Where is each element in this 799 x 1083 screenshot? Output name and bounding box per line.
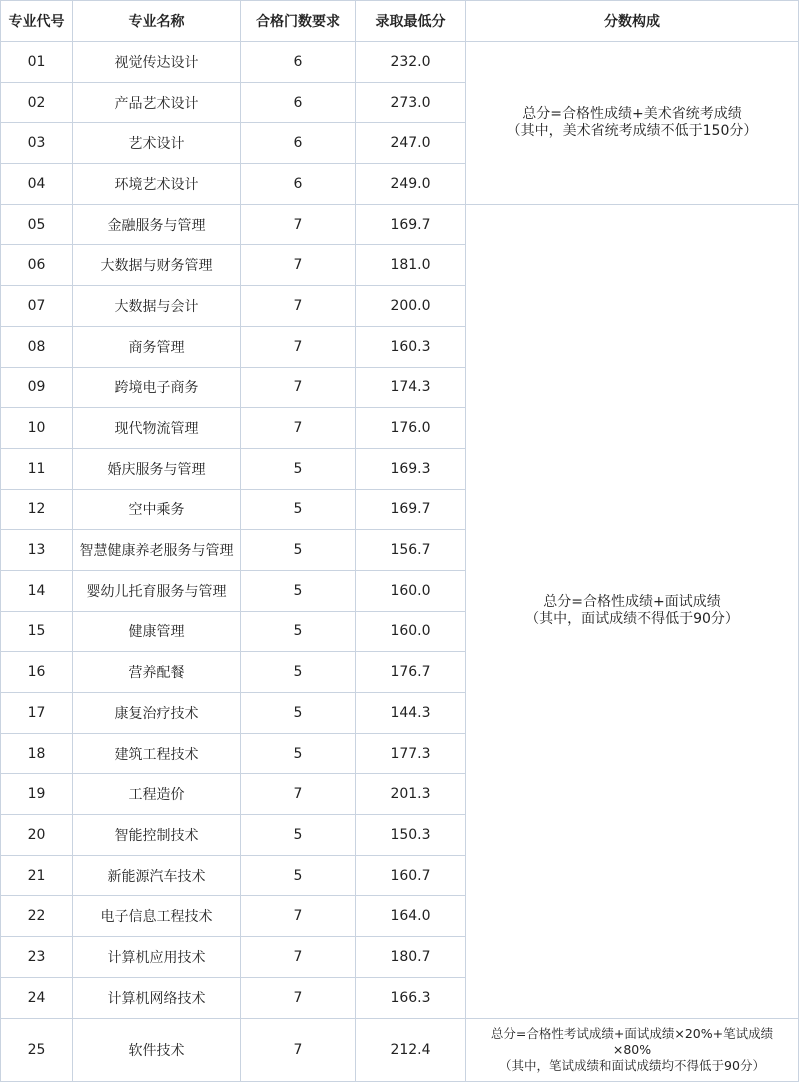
min-score: 201.3	[356, 774, 466, 815]
major-name: 大数据与会计	[73, 286, 241, 327]
composition-interview-line2: （其中，面试成绩不得低于90分）	[525, 611, 739, 628]
major-code: 22	[1, 896, 73, 937]
major-code: 01	[1, 42, 73, 83]
pass-requirement: 7	[241, 326, 356, 367]
table-row	[1, 204, 799, 245]
composition-written-line2: ×80%	[612, 1041, 652, 1057]
major-code: 11	[1, 448, 73, 489]
pass-requirement: 5	[241, 733, 356, 774]
table-row	[1, 1018, 799, 1081]
min-score: 176.0	[356, 408, 466, 449]
major-name: 婚庆服务与管理	[73, 448, 241, 489]
major-name: 金融服务与管理	[73, 204, 241, 245]
major-code: 23	[1, 937, 73, 978]
major-name: 智能控制技术	[73, 815, 241, 856]
major-name: 计算机应用技术	[73, 937, 241, 978]
min-score: 160.7	[356, 855, 466, 896]
major-name: 健康管理	[73, 611, 241, 652]
min-score: 232.0	[356, 42, 466, 83]
major-name: 工程造价	[73, 774, 241, 815]
header-major-code: 专业代号	[1, 1, 73, 42]
min-score: 200.0	[356, 286, 466, 327]
header-pass-requirement: 合格门数要求	[241, 1, 356, 42]
pass-requirement: 5	[241, 855, 356, 896]
major-code: 04	[1, 164, 73, 205]
min-score: 156.7	[356, 530, 466, 571]
major-name: 商务管理	[73, 326, 241, 367]
major-code: 13	[1, 530, 73, 571]
pass-requirement: 6	[241, 164, 356, 205]
major-name: 视觉传达设计	[73, 42, 241, 83]
table-header-row	[1, 1, 799, 42]
major-code: 16	[1, 652, 73, 693]
major-code: 14	[1, 570, 73, 611]
major-name: 智慧健康养老服务与管理	[73, 530, 241, 571]
table-row	[1, 42, 799, 83]
header-major-name: 专业名称	[73, 1, 241, 42]
pass-requirement: 5	[241, 652, 356, 693]
min-score: 164.0	[356, 896, 466, 937]
major-name: 艺术设计	[73, 123, 241, 164]
min-score: 180.7	[356, 937, 466, 978]
major-code: 18	[1, 733, 73, 774]
major-code: 08	[1, 326, 73, 367]
pass-requirement: 7	[241, 408, 356, 449]
major-name: 建筑工程技术	[73, 733, 241, 774]
major-name: 计算机网络技术	[73, 977, 241, 1018]
major-code: 02	[1, 82, 73, 123]
major-code: 15	[1, 611, 73, 652]
min-score: 160.0	[356, 611, 466, 652]
min-score: 150.3	[356, 815, 466, 856]
major-name: 新能源汽车技术	[73, 855, 241, 896]
major-name: 婴幼儿托育服务与管理	[73, 570, 241, 611]
pass-requirement: 5	[241, 489, 356, 530]
min-score: 169.7	[356, 204, 466, 245]
min-score: 160.3	[356, 326, 466, 367]
major-code: 06	[1, 245, 73, 286]
major-name: 电子信息工程技术	[73, 896, 241, 937]
major-code: 24	[1, 977, 73, 1018]
pass-requirement: 7	[241, 896, 356, 937]
major-name: 跨境电子商务	[73, 367, 241, 408]
min-score: 247.0	[356, 123, 466, 164]
major-code: 20	[1, 815, 73, 856]
composition-art	[466, 42, 799, 205]
min-score: 176.7	[356, 652, 466, 693]
major-name: 空中乘务	[73, 489, 241, 530]
pass-requirement: 5	[241, 570, 356, 611]
min-score: 174.3	[356, 367, 466, 408]
pass-requirement: 6	[241, 42, 356, 83]
pass-requirement: 5	[241, 530, 356, 571]
major-code: 05	[1, 204, 73, 245]
pass-requirement: 7	[241, 367, 356, 408]
min-score: 166.3	[356, 977, 466, 1018]
pass-requirement: 7	[241, 774, 356, 815]
min-score: 177.3	[356, 733, 466, 774]
pass-requirement: 7	[241, 245, 356, 286]
header-score-composition: 分数构成	[466, 1, 799, 42]
major-name: 软件技术	[73, 1018, 241, 1081]
major-code: 21	[1, 855, 73, 896]
pass-requirement: 7	[241, 977, 356, 1018]
major-name: 营养配餐	[73, 652, 241, 693]
composition-interview-line1: 总分=合格性成绩+面试成绩	[543, 594, 721, 611]
min-score: 181.0	[356, 245, 466, 286]
min-score: 249.0	[356, 164, 466, 205]
major-name: 产品艺术设计	[73, 82, 241, 123]
min-score: 169.3	[356, 448, 466, 489]
composition-art-line2: （其中，美术省统考成绩不低于150分）	[506, 122, 758, 139]
composition-interview	[466, 204, 799, 1018]
major-code: 12	[1, 489, 73, 530]
major-name: 环境艺术设计	[73, 164, 241, 205]
min-score: 160.0	[356, 570, 466, 611]
pass-requirement: 7	[241, 1018, 356, 1081]
header-min-score: 录取最低分	[356, 1, 466, 42]
min-score: 144.3	[356, 693, 466, 734]
major-name: 现代物流管理	[73, 408, 241, 449]
major-code: 17	[1, 693, 73, 734]
major-code: 19	[1, 774, 73, 815]
pass-requirement: 6	[241, 82, 356, 123]
pass-requirement: 7	[241, 286, 356, 327]
major-code: 07	[1, 286, 73, 327]
pass-requirement: 7	[241, 937, 356, 978]
major-code: 03	[1, 123, 73, 164]
min-score: 212.4	[356, 1018, 466, 1081]
min-score: 273.0	[356, 82, 466, 123]
composition-art-line1: 总分=合格性成绩+美术省统考成绩	[522, 105, 742, 122]
pass-requirement: 5	[241, 611, 356, 652]
pass-requirement: 5	[241, 815, 356, 856]
major-code: 10	[1, 408, 73, 449]
pass-requirement: 5	[241, 693, 356, 734]
composition-written-line1: 总分=合格性考试成绩+面试成绩×20%+笔试成绩	[490, 1025, 774, 1041]
composition-written	[466, 1018, 799, 1081]
pass-requirement: 6	[241, 123, 356, 164]
major-name: 大数据与财务管理	[73, 245, 241, 286]
pass-requirement: 5	[241, 448, 356, 489]
major-name: 康复治疗技术	[73, 693, 241, 734]
major-code: 25	[1, 1018, 73, 1081]
pass-requirement: 7	[241, 204, 356, 245]
major-code: 09	[1, 367, 73, 408]
composition-written-line3: （其中，笔试成绩和面试成绩均不得低于90分）	[499, 1057, 765, 1073]
min-score: 169.7	[356, 489, 466, 530]
